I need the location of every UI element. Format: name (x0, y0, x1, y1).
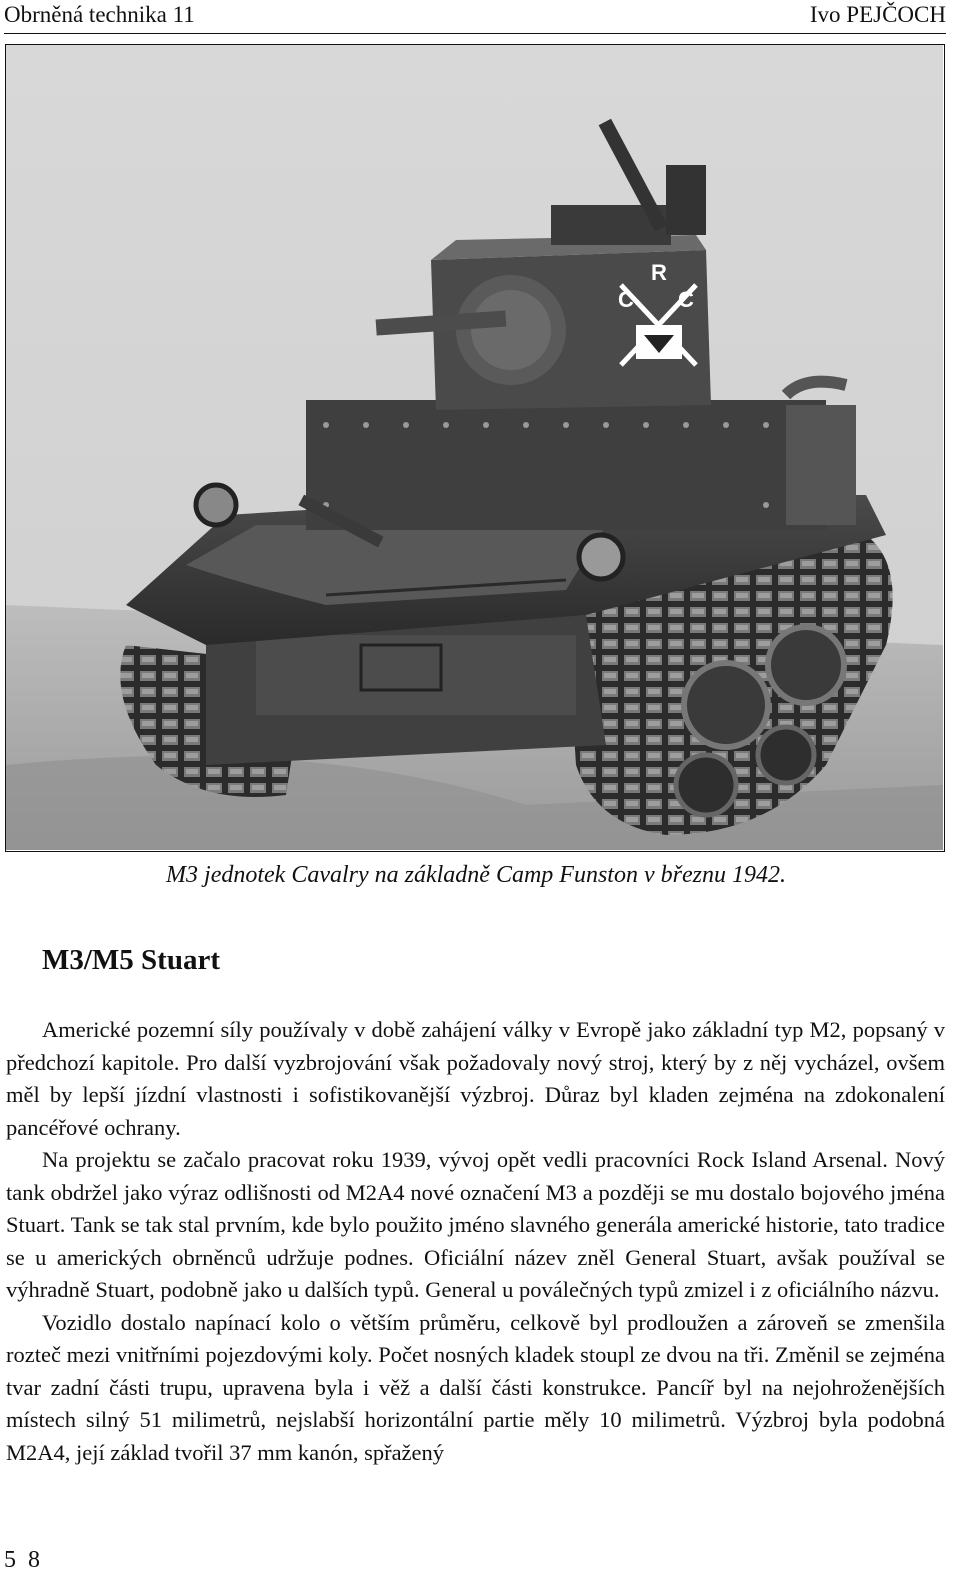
figure-caption: M3 jednotek Cavalry na základně Camp Funston v březnu 1942. (166, 862, 786, 888)
body-text (6, 1014, 945, 1469)
running-header-title: Obrněná technika 11 (4, 2, 195, 27)
running-header-author: Ivo PEJČOCH (809, 2, 946, 27)
header-rule (4, 33, 946, 34)
section-heading: M3/M5 Stuart (42, 944, 220, 976)
marking-letter-r: R (651, 260, 667, 285)
marking-letter-c-left: C (618, 287, 634, 312)
paragraph: Americké pozemní síly používaly v době zahájení války v Evropě jako základní typ M2, popsaný v předchozí kapitole. Pro další vyzbrojování však požadovaly nový stroj, který by z něj vycházel, ovšem měl by lepší jízdní vlastnosti i sofistikovanější výzbroj. Důraz byl kladen zejména na zdokonalení pancéřové ochrany. (6, 1017, 945, 1140)
paragraph: Vozidlo dostalo napínací kolo o větším průměru, celkově byl prodloužen a zároveň se zmenšila rozteč mezi vnitřními pojezdovými koly. Počet nosných kladek stoupl ze dvou na tři. Změnil se zejména tvar zadní části trupu, upravena byla i věž a další části konstrukce. Pancíř byl na nejohroženějších místech silný 51 milimetrů, nejslabší horizontální partie měly 10 milimetrů. Výzbroj byla podobná M2A4, její základ tvořil 37 mm kanón, spřažený (6, 1309, 945, 1465)
tank-photograph (5, 44, 945, 852)
marking-letter-c-right: C (678, 287, 694, 312)
paragraph: Na projektu se začalo pracovat roku 1939, vývoj opět vedli pracovníci Rock Island Arsenal. Nový tank obdržel jako výraz odlišnosti od M2A4 nové označení M3 a později se mu dostalo bojového jména Stuart. Tank se tak stal prvním, kde bylo použito jméno slavného generála americké historie, tato tradice se u amerických obrněnců udržuje podnes. Oficiální název zněl General Stuart, avšak používal se výhradně Stuart, podobně jako u dalších typů. General u poválečných typů zmizel i z oficiálního názvu. (6, 1147, 945, 1302)
page-number: 5 8 (4, 1547, 43, 1573)
